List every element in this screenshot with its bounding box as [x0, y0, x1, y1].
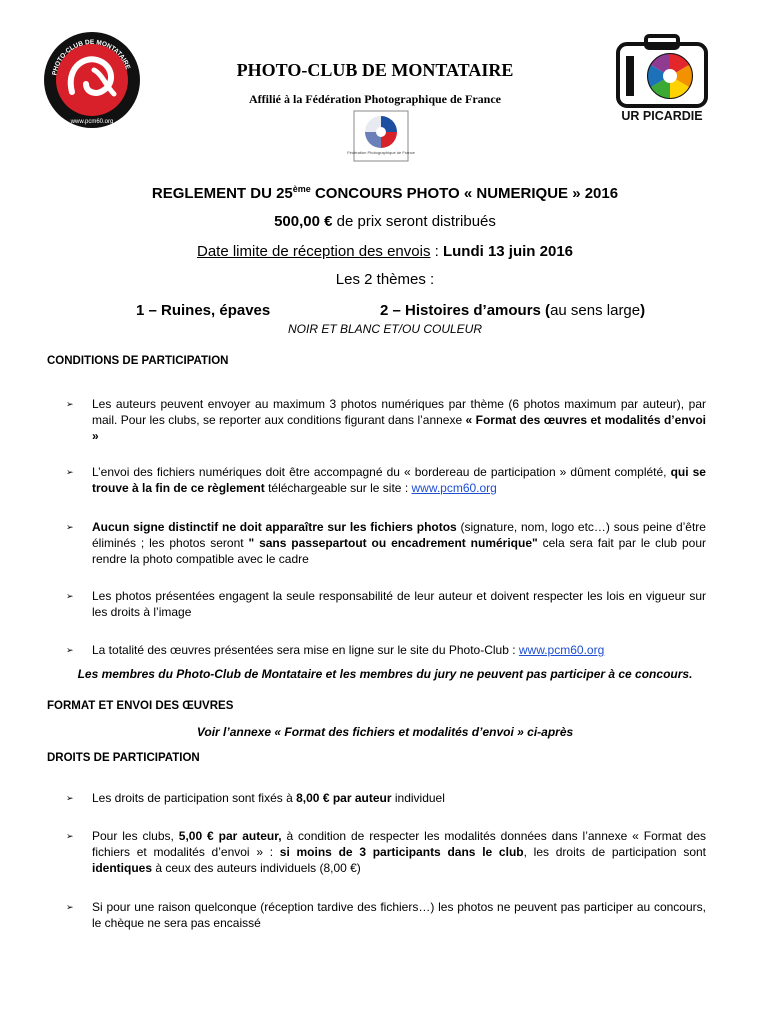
arrow-bullet-icon: ➢: [66, 591, 74, 601]
svg-text:UR PICARDIE: UR PICARDIE: [621, 109, 703, 123]
deadline-line: Date limite de réception des envois : Lundi 13 juin 2016: [196, 243, 574, 260]
svg-text:Fédération Photographique de F: Fédération Photographique de France: [347, 150, 415, 155]
fpf-logo: [347, 110, 415, 162]
website-link[interactable]: www.pcm60.org: [411, 481, 497, 495]
arrow-bullet-icon: ➢: [66, 831, 74, 841]
list-item: ➢ Les auteurs peuvent envoyer au maximum 3 photos numériques par thème (6 photos maximum par auteur), par mail. Pour les clubs, se reporter aux conditions figurant dans l’annexe « Format des œuvres et modalités d’envoi »: [66, 397, 706, 443]
list-item: ➢ Pour les clubs, 5,00 € par auteur, à condition de respecter les modalités données dans l’annexe « Format des fichiers et modalités d’envoi » : si moins de 3 participants dans le club, les droits de participation sont identiques à ceux des auteurs individuels (8,00 €): [66, 829, 707, 875]
arrow-bullet-icon: ➢: [66, 399, 74, 409]
list-item: ➢ Aucun signe distinctif ne doit apparaître sur les fichiers photos (signature, nom, logo etc…) sous peine d’être éliminés ; les photos seront " sans passepartout ou encadrement numérique" cela sera fait par le club pour rendre la photo compatible avec le cadre: [66, 520, 706, 566]
section-format-heading: FORMAT ET ENVOI DES ŒUVRES: [47, 700, 234, 712]
section-fees-heading: DROITS DE PARTICIPATION: [47, 752, 200, 764]
website-link[interactable]: www.pcm60.org: [518, 643, 605, 657]
club-title: PHOTO-CLUB DE MONTATAIRE: [236, 60, 514, 80]
arrow-bullet-icon: ➢: [66, 522, 74, 532]
themes-intro: Les 2 thèmes :: [335, 271, 435, 288]
list-item: ➢ L’envoi des fichiers numériques doit être accompagné du « bordereau de participation » dûment complété, qui se trouve à la fin de ce règlement téléchargeable sur le site : www.pcm60.org: [66, 465, 706, 495]
theme-1: 1 – Ruines, épaves: [136, 302, 271, 319]
theme-2: 2 – Histoires d’amours (au sens large): [380, 302, 646, 319]
svg-text:PHOTO-CLUB DE MONTATAIRE: PHOTO-CLUB DE MONTATAIRE: [51, 38, 132, 76]
list-item: ➢ Les droits de participation sont fixés à 8,00 € par auteur individuel: [66, 791, 445, 805]
annex-note: Voir l’annexe « Format des fichiers et modalités d’envoi » ci-après: [196, 725, 574, 739]
ur-picardie-logo: [612, 30, 712, 126]
list-item: ➢ Les photos présentées engagent la seule responsabilité de leur auteur et doivent respecter les lois en vigueur sur les droits à l’image: [66, 589, 706, 619]
arrow-bullet-icon: ➢: [66, 902, 74, 912]
list-item: ➢ Si pour une raison quelconque (réception tardive des fichiers…) les photos ne peuvent pas participer au concours, le chèque ne sera pas encaissé: [66, 900, 706, 930]
color-note: NOIR ET BLANC ET/OU COULEUR: [287, 322, 483, 336]
list-item: ➢ La totalité des œuvres présentées sera mise en ligne sur le site du Photo-Club : www.pcm60.org: [66, 643, 605, 657]
arrow-bullet-icon: ➢: [66, 645, 74, 655]
svg-text:www.pcm60.org: www.pcm60.org: [70, 119, 114, 125]
club-affiliation: Affilié à la Fédération Photographique de France: [249, 92, 501, 106]
arrow-bullet-icon: ➢: [66, 467, 74, 477]
prize-line: 500,00 € de prix seront distribués: [274, 213, 496, 230]
section-conditions-heading: CONDITIONS DE PARTICIPATION: [47, 355, 229, 367]
rules-title: REGLEMENT DU 25ème CONCOURS PHOTO « NUMERIQUE » 2016: [151, 184, 619, 202]
members-note: Les membres du Photo-Club de Montataire et les membres du jury ne peuvent pas participer à ce concours.: [77, 667, 693, 681]
arrow-bullet-icon: ➢: [66, 793, 74, 803]
pcm-club-logo: [42, 30, 142, 130]
